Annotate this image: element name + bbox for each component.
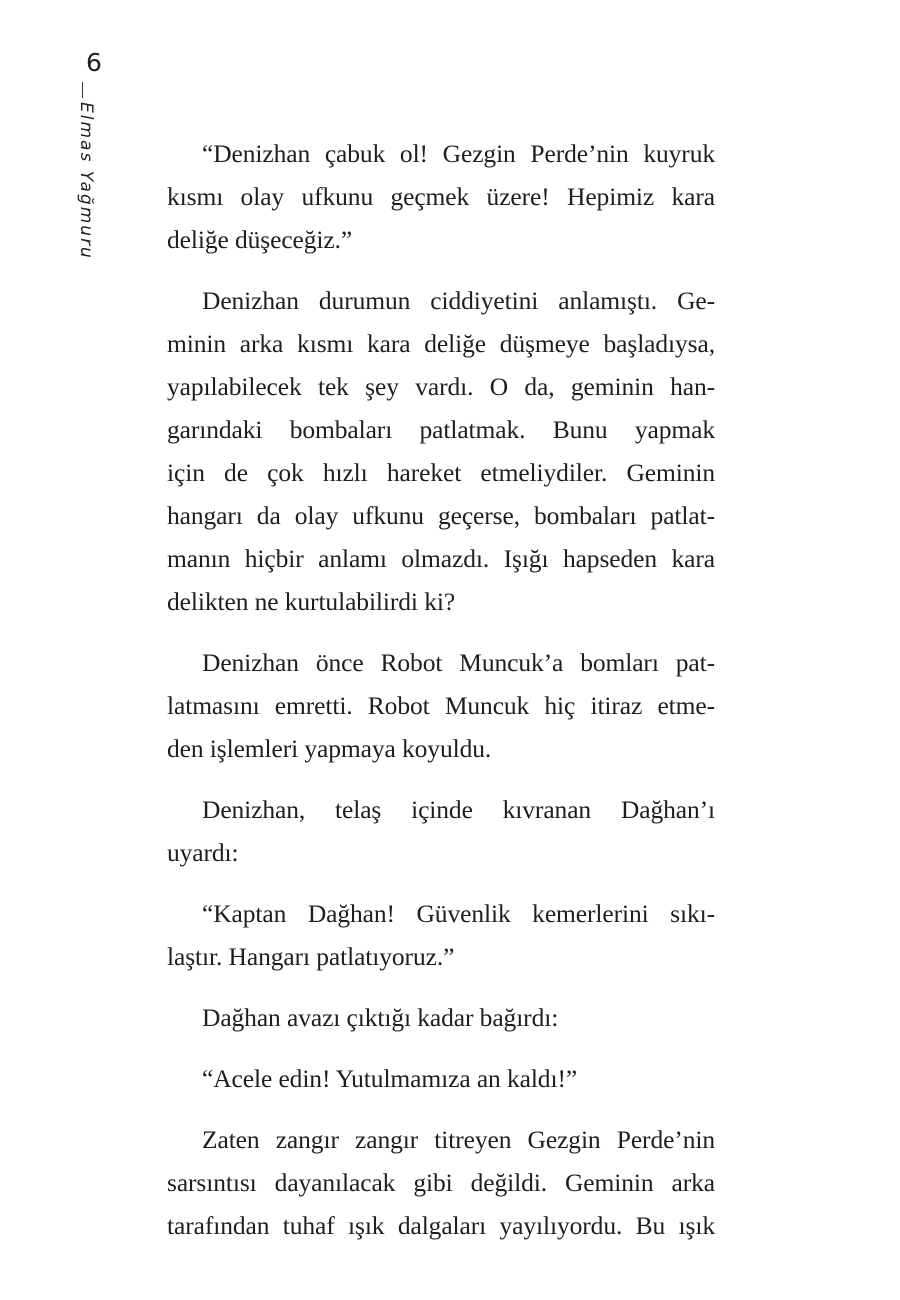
- text-line: Denizhan durumun ciddiyetini anlamıştı. Ge-: [202, 286, 715, 315]
- text-line: kısmı olay ufkunu geçmek üzere! Hepimiz kara: [167, 182, 715, 211]
- text-line: Denizhan, telaş içinde kıvranan Dağhan’ı: [202, 795, 715, 824]
- paragraph-6: [167, 996, 715, 1039]
- paragraph-7: [167, 1057, 715, 1100]
- header-divider: [82, 82, 83, 98]
- paragraph-3: [167, 641, 715, 770]
- text-line: delikten ne kurtulabilirdi ki?: [167, 587, 456, 616]
- body-text: [167, 132, 715, 1265]
- text-line: minin arka kısmı kara deliğe düşmeye başladıysa,: [167, 329, 715, 358]
- text-line: “Denizhan çabuk ol! Gezgin Perde’nin kuyruk: [202, 139, 715, 168]
- paragraph-2: [167, 279, 715, 623]
- paragraph-5: [167, 892, 715, 978]
- text-line: “Acele edin! Yutulmamıza an kaldı!”: [202, 1064, 578, 1093]
- text-line: yapılabilecek tek şey vardı. O da, geminin han-: [167, 372, 715, 401]
- text-line: sarsıntısı dayanılacak gibi değildi. Geminin arka: [167, 1168, 715, 1197]
- text-line: için de çok hızlı hareket etmeliydiler. Geminin: [167, 458, 715, 487]
- text-line: tarafından tuhaf ışık dalgaları yayılıyordu. Bu ışık: [167, 1211, 715, 1240]
- text-line: deliğe düşeceğiz.”: [167, 225, 353, 254]
- paragraph-4: [167, 788, 715, 874]
- text-line: den işlemleri yapmaya koyuldu.: [167, 734, 492, 763]
- paragraph-1: [167, 132, 715, 261]
- text-line: Denizhan önce Robot Muncuk’a bomları pat-: [202, 648, 715, 677]
- text-line: manın hiçbir anlamı olmazdı. Işığı hapseden kara: [167, 544, 715, 573]
- text-line: Zaten zangır zangır titreyen Gezgin Perde’nin: [202, 1125, 715, 1154]
- text-line: uyardı:: [167, 838, 239, 867]
- text-line: “Kaptan Dağhan! Güvenlik kemerlerini sıkı-: [202, 899, 715, 928]
- page-number: 6: [86, 48, 102, 77]
- text-line: latmasını emretti. Robot Muncuk hiç itiraz etme-: [167, 691, 715, 720]
- paragraph-8: [167, 1118, 715, 1247]
- text-line: laştır. Hangarı patlatıyoruz.”: [167, 942, 455, 971]
- running-title: Elmas Yağmuru: [76, 102, 96, 260]
- text-line: garındaki bombaları patlatmak. Bunu yapmak: [167, 415, 715, 444]
- text-line: hangarı da olay ufkunu geçerse, bombaları patlat-: [167, 501, 715, 530]
- text-line: Dağhan avazı çıktığı kadar bağırdı:: [202, 1003, 559, 1032]
